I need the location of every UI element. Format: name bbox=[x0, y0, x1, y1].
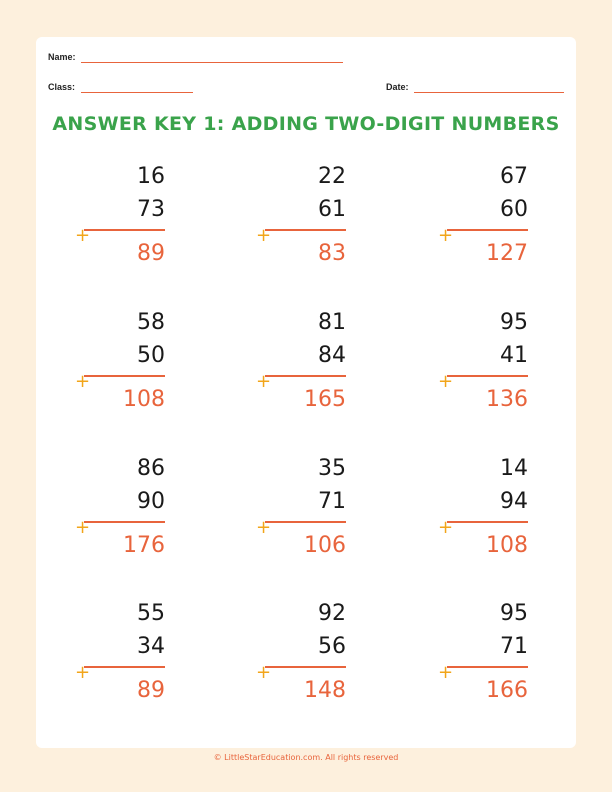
addition-problem bbox=[75, 458, 165, 568]
second-addend: 56 bbox=[318, 634, 346, 659]
sum-line bbox=[84, 666, 165, 668]
first-addend: 14 bbox=[500, 456, 528, 481]
plus-sign: + bbox=[256, 662, 272, 683]
sum-line bbox=[84, 375, 165, 377]
sum-line bbox=[265, 521, 346, 523]
addition-problem bbox=[256, 312, 346, 422]
plus-sign: + bbox=[256, 225, 272, 246]
second-addend: 84 bbox=[318, 343, 346, 368]
plus-sign: + bbox=[438, 662, 454, 683]
plus-sign: + bbox=[75, 371, 91, 392]
first-addend: 81 bbox=[318, 310, 346, 335]
addition-problem bbox=[256, 458, 346, 568]
second-addend: 50 bbox=[137, 343, 165, 368]
sum-line bbox=[265, 666, 346, 668]
first-addend: 16 bbox=[137, 164, 165, 189]
second-addend: 94 bbox=[500, 489, 528, 514]
plus-sign: + bbox=[75, 517, 91, 538]
first-addend: 22 bbox=[318, 164, 346, 189]
addition-problem bbox=[256, 603, 346, 713]
class-field-line[interactable] bbox=[81, 92, 193, 93]
addition-problem bbox=[438, 312, 528, 422]
name-label: Name: bbox=[48, 52, 76, 62]
sum-answer: 106 bbox=[304, 533, 346, 558]
second-addend: 90 bbox=[137, 489, 165, 514]
sum-answer: 166 bbox=[486, 678, 528, 703]
addition-problem bbox=[75, 603, 165, 713]
second-addend: 73 bbox=[137, 197, 165, 222]
first-addend: 95 bbox=[500, 601, 528, 626]
first-addend: 67 bbox=[500, 164, 528, 189]
sum-line bbox=[265, 229, 346, 231]
addition-problem bbox=[75, 312, 165, 422]
sum-answer: 176 bbox=[123, 533, 165, 558]
sum-answer: 127 bbox=[486, 241, 528, 266]
addition-problem bbox=[438, 458, 528, 568]
plus-sign: + bbox=[75, 225, 91, 246]
worksheet-title: ANSWER KEY 1: ADDING TWO-DIGIT NUMBERS bbox=[52, 113, 560, 135]
sum-answer: 83 bbox=[318, 241, 346, 266]
first-addend: 35 bbox=[318, 456, 346, 481]
first-addend: 92 bbox=[318, 601, 346, 626]
sum-answer: 165 bbox=[304, 387, 346, 412]
sum-answer: 136 bbox=[486, 387, 528, 412]
class-label: Class: bbox=[48, 82, 76, 92]
first-addend: 95 bbox=[500, 310, 528, 335]
addition-problem bbox=[438, 166, 528, 276]
sum-answer: 108 bbox=[486, 533, 528, 558]
plus-sign: + bbox=[256, 371, 272, 392]
first-addend: 58 bbox=[137, 310, 165, 335]
second-addend: 61 bbox=[318, 197, 346, 222]
date-label: Date: bbox=[386, 82, 409, 92]
plus-sign: + bbox=[438, 517, 454, 538]
plus-sign: + bbox=[438, 371, 454, 392]
copyright-footer: © LittleStarEducation.com. All rights reserved bbox=[213, 753, 399, 762]
sum-line bbox=[447, 229, 528, 231]
first-addend: 86 bbox=[137, 456, 165, 481]
name-field-line[interactable] bbox=[81, 62, 343, 63]
second-addend: 71 bbox=[318, 489, 346, 514]
sum-answer: 148 bbox=[304, 678, 346, 703]
sum-line bbox=[447, 375, 528, 377]
second-addend: 71 bbox=[500, 634, 528, 659]
addition-problem bbox=[75, 166, 165, 276]
sum-answer: 89 bbox=[137, 678, 165, 703]
plus-sign: + bbox=[75, 662, 91, 683]
first-addend: 55 bbox=[137, 601, 165, 626]
date-field-line[interactable] bbox=[414, 92, 564, 93]
second-addend: 60 bbox=[500, 197, 528, 222]
second-addend: 34 bbox=[137, 634, 165, 659]
addition-problem bbox=[256, 166, 346, 276]
second-addend: 41 bbox=[500, 343, 528, 368]
sum-line bbox=[84, 521, 165, 523]
sum-line bbox=[84, 229, 165, 231]
sum-answer: 108 bbox=[123, 387, 165, 412]
plus-sign: + bbox=[438, 225, 454, 246]
sum-line bbox=[447, 521, 528, 523]
sum-answer: 89 bbox=[137, 241, 165, 266]
plus-sign: + bbox=[256, 517, 272, 538]
sum-line bbox=[265, 375, 346, 377]
addition-problem bbox=[438, 603, 528, 713]
sum-line bbox=[447, 666, 528, 668]
